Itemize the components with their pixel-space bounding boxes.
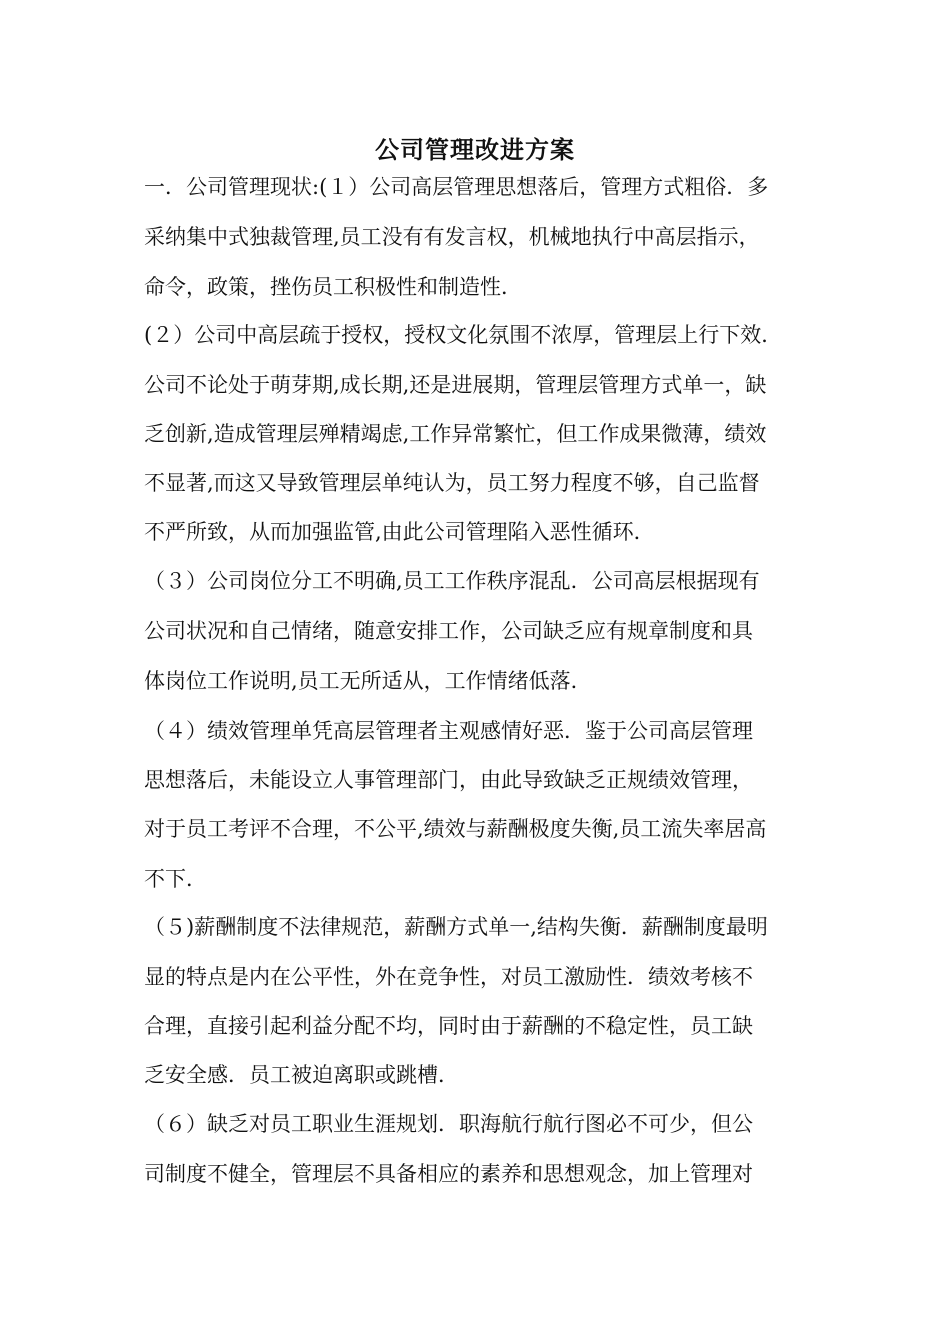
body-line: 乏创新,造成管理层殚精竭虑,工作异常繁忙，但工作成果微薄，绩效 <box>144 422 767 446</box>
body-line: 显的特点是内在公平性，外在竞争性，对员工激励性．绩效考核不 <box>144 965 753 989</box>
body-line: 公司不论处于萌芽期,成长期,还是进展期，管理层管理方式单一，缺 <box>144 373 767 397</box>
body-line: 一．公司管理现状:(１）公司高层管理思想落后，管理方式粗俗．多 <box>144 175 769 199</box>
body-line: 命令，政策，挫伤员工积极性和制造性． <box>144 275 522 299</box>
body-line: 采纳集中式独裁管理,员工没有有发言权，机械地执行中高层指示， <box>144 225 760 249</box>
body-line: （５)薪酬制度不法律规范，薪酬方式单一,结构失衡．薪酬制度最明 <box>144 915 768 939</box>
body-line: 司制度不健全，管理层不具备相应的素养和思想观念，加上管理对 <box>144 1162 753 1186</box>
body-line: (２）公司中高层疏于授权，授权文化氛围不浓厚，管理层上行下效． <box>144 323 783 347</box>
body-line: 体岗位工作说明,员工无所适从，工作情绪低落． <box>144 669 592 693</box>
document-title: 公司管理改进方案 <box>375 135 575 164</box>
body-line: 乏安全感．员工被迫离职或跳槽． <box>144 1063 459 1087</box>
body-line: （６）缺乏对员工职业生涯规划．职海航行航行图必不可少，但公 <box>144 1112 753 1136</box>
body-line: 合理，直接引起利益分配不均，同时由于薪酬的不稳定性，员工缺 <box>144 1014 753 1038</box>
body-line: 不下． <box>144 867 207 891</box>
body-line: （３）公司岗位分工不明确,员工工作秩序混乱．公司高层根据现有 <box>144 569 760 593</box>
body-line: 不显著,而这又导致管理层单纯认为，员工努力程度不够，自己监督 <box>144 471 760 495</box>
body-line: 思想落后，未能设立人事管理部门，由此导致缺乏正规绩效管理， <box>144 768 753 792</box>
body-line: （４）绩效管理单凭高层管理者主观感情好恶．鉴于公司高层管理 <box>144 719 753 743</box>
body-line: 对于员工考评不合理，不公平,绩效与薪酬极度失衡,员工流失率居高 <box>144 817 767 841</box>
body-line: 公司状况和自己情绪，随意安排工作，公司缺乏应有规章制度和具 <box>144 619 753 643</box>
body-line: 不严所致，从而加强监管,由此公司管理陷入恶性循环． <box>144 520 655 544</box>
